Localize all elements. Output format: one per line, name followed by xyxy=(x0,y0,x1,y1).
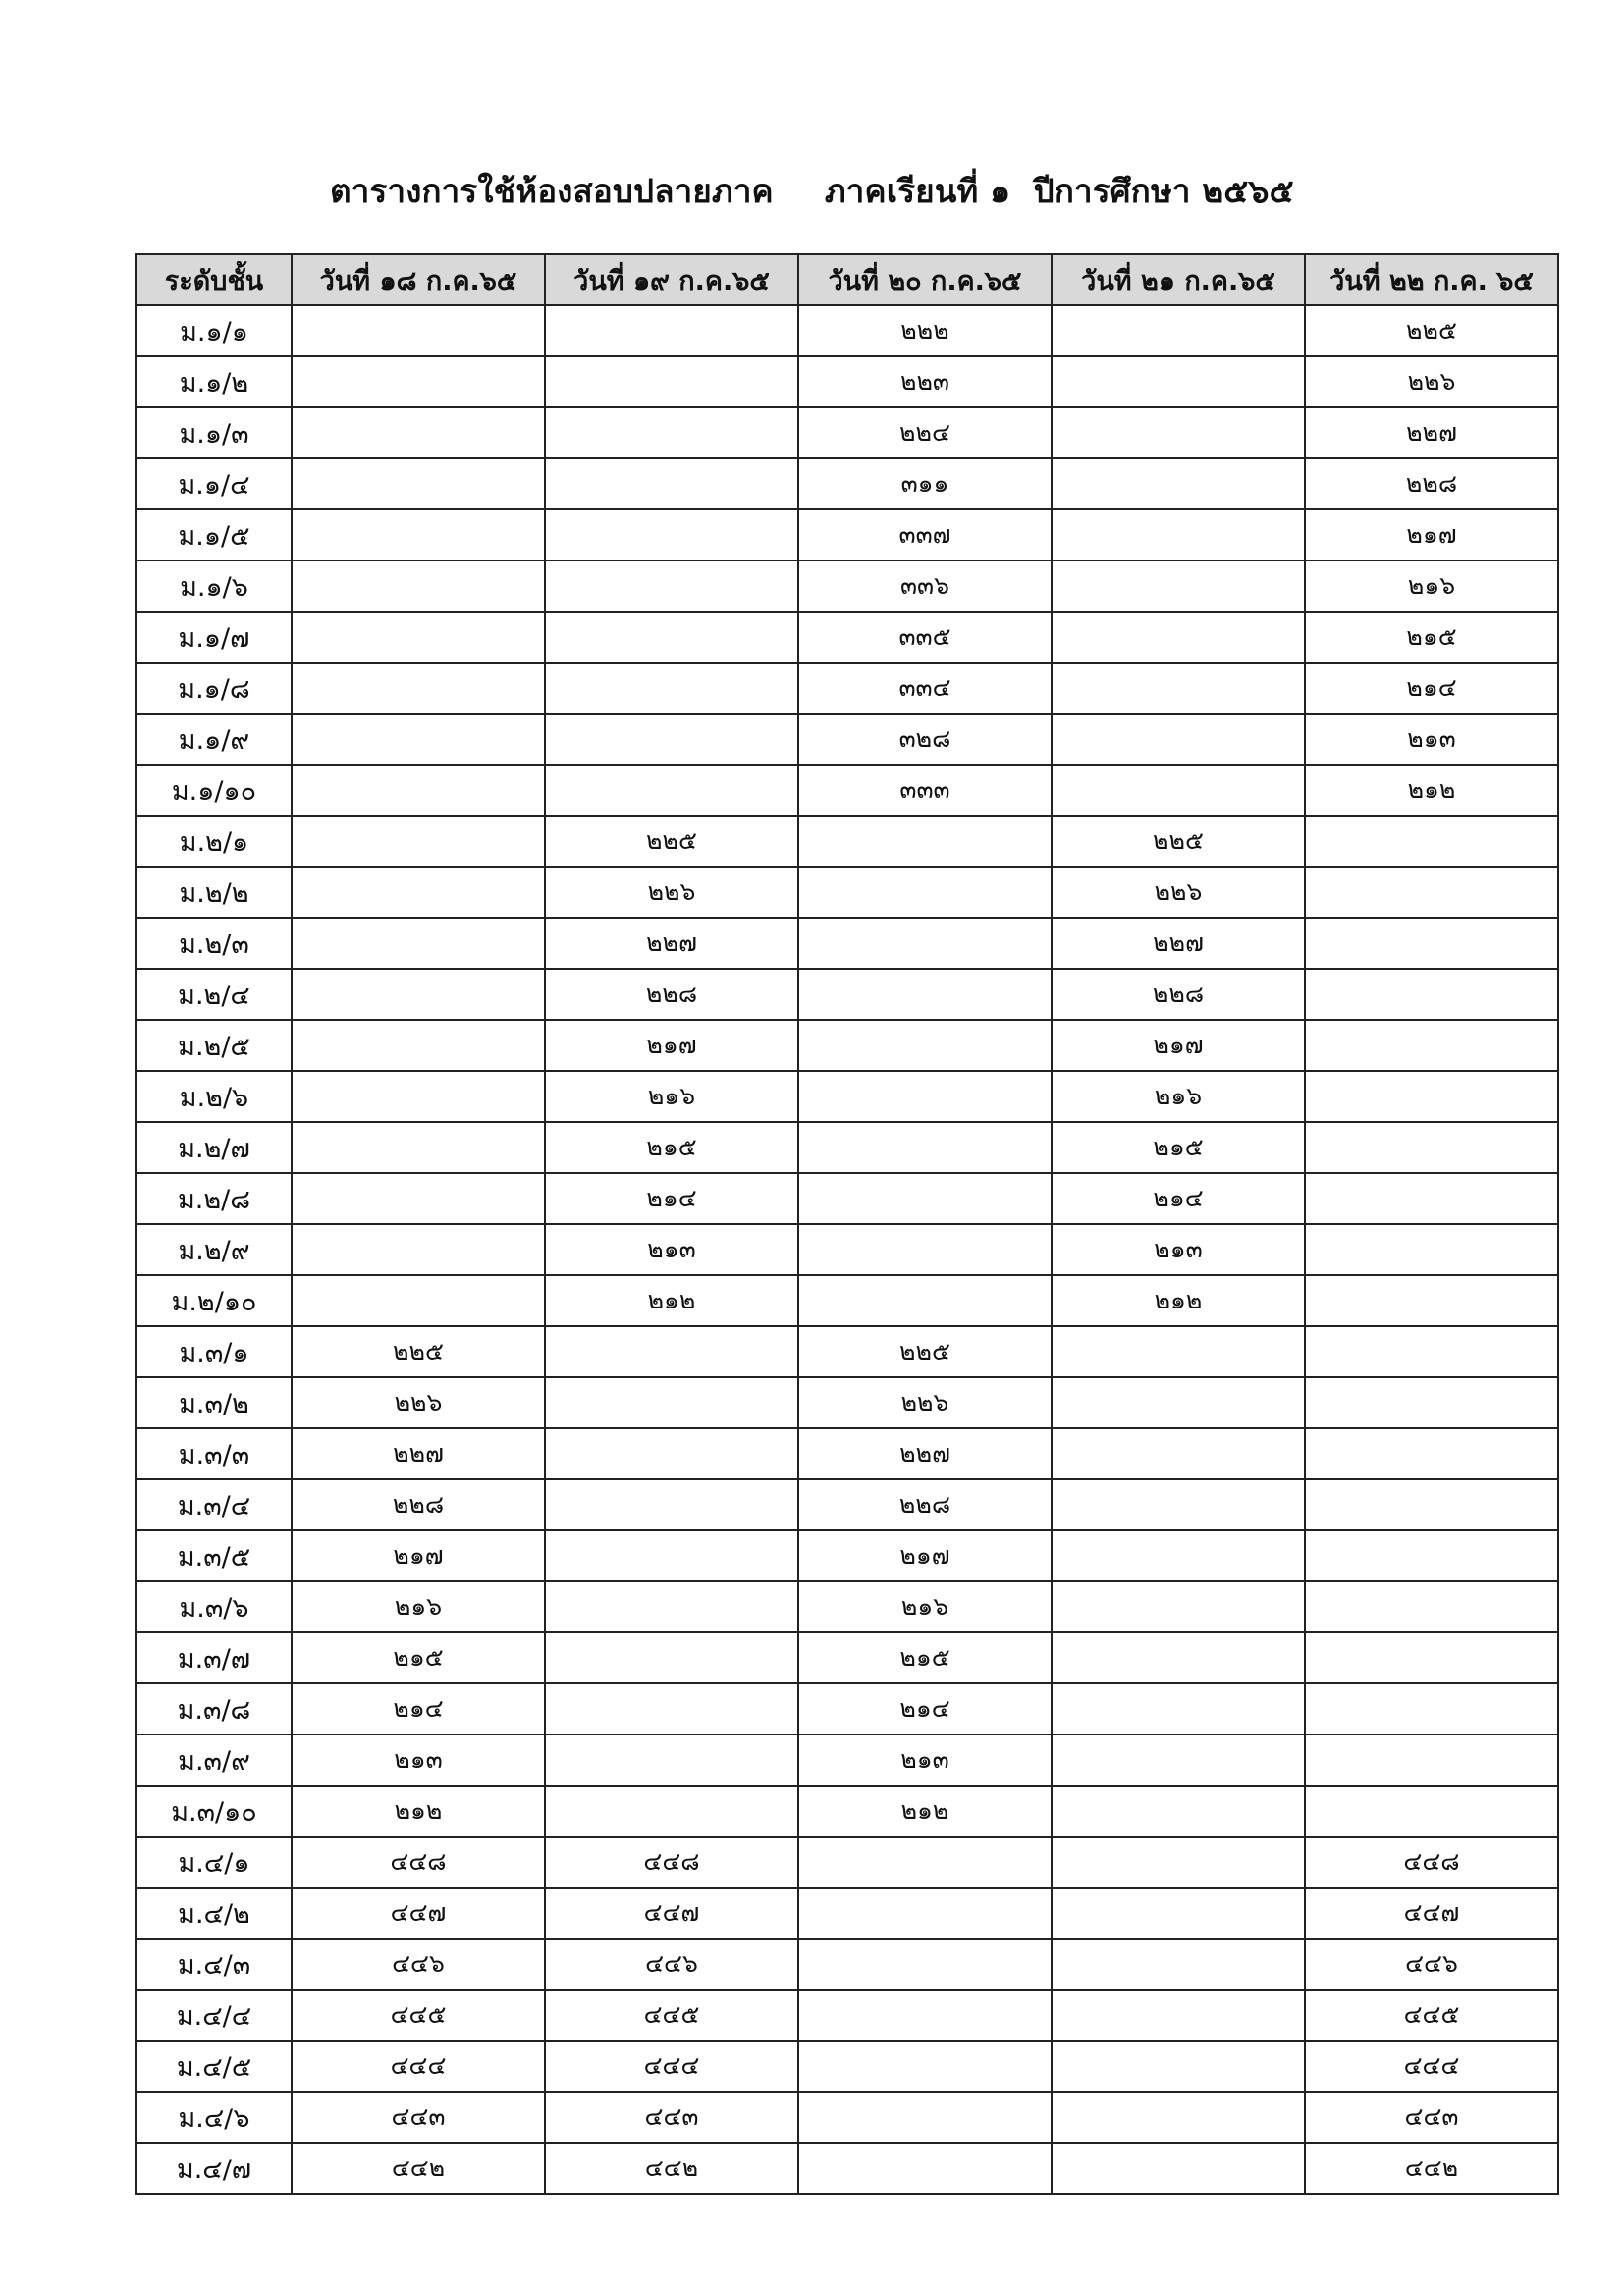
room-20-jul-cell: ๓๓๗ xyxy=(798,509,1052,561)
table-row xyxy=(136,918,1558,969)
room-19-jul-cell xyxy=(545,305,798,356)
header-date-19-jul: วันที่ ๑๙ ก.ค.๖๕ xyxy=(545,254,798,305)
class-level-cell: ม.๑/๑๐ xyxy=(136,765,292,816)
room-18-jul-cell: ๔๔๕ xyxy=(292,1990,545,2041)
room-21-jul-cell: ๒๑๖ xyxy=(1052,1071,1305,1122)
room-21-jul-cell: ๒๒๕ xyxy=(1052,816,1305,867)
room-22-jul-cell xyxy=(1305,1428,1558,1479)
room-19-jul-cell xyxy=(545,1377,798,1428)
table-row xyxy=(136,356,1558,407)
room-20-jul-cell xyxy=(798,969,1052,1020)
room-21-jul-cell xyxy=(1052,663,1305,714)
room-22-jul-cell: ๒๒๕ xyxy=(1305,305,1558,356)
room-22-jul-cell xyxy=(1305,969,1558,1020)
room-21-jul-cell xyxy=(1052,1479,1305,1530)
room-22-jul-cell xyxy=(1305,1173,1558,1224)
room-18-jul-cell: ๔๔๖ xyxy=(292,1939,545,1990)
class-level-cell: ม.๑/๙ xyxy=(136,714,292,765)
room-18-jul-cell xyxy=(292,1173,545,1224)
room-19-jul-cell xyxy=(545,663,798,714)
class-level-cell: ม.๓/๑ xyxy=(136,1326,292,1377)
title-main: ตารางการใช้ห้องสอบปลายภาค xyxy=(330,172,774,210)
table-row xyxy=(136,1071,1558,1122)
room-22-jul-cell: ๔๔๔ xyxy=(1305,2041,1558,2092)
room-19-jul-cell: ๒๑๕ xyxy=(545,1122,798,1173)
class-level-cell: ม.๔/๖ xyxy=(136,2092,292,2143)
room-19-jul-cell xyxy=(545,509,798,561)
room-19-jul-cell: ๒๑๖ xyxy=(545,1071,798,1122)
room-18-jul-cell xyxy=(292,765,545,816)
room-22-jul-cell xyxy=(1305,918,1558,969)
room-20-jul-cell xyxy=(798,1888,1052,1939)
room-19-jul-cell xyxy=(545,612,798,663)
room-18-jul-cell: ๔๔๗ xyxy=(292,1888,545,1939)
table-row xyxy=(136,407,1558,458)
room-18-jul-cell xyxy=(292,356,545,407)
room-22-jul-cell: ๔๔๓ xyxy=(1305,2092,1558,2143)
table-row xyxy=(136,2092,1558,2143)
class-level-cell: ม.๓/๙ xyxy=(136,1735,292,1786)
room-22-jul-cell xyxy=(1305,1377,1558,1428)
room-18-jul-cell xyxy=(292,867,545,918)
room-21-jul-cell xyxy=(1052,1377,1305,1428)
room-18-jul-cell xyxy=(292,561,545,612)
room-22-jul-cell xyxy=(1305,1632,1558,1683)
room-20-jul-cell: ๓๑๑ xyxy=(798,458,1052,509)
room-19-jul-cell: ๔๔๘ xyxy=(545,1837,798,1888)
room-19-jul-cell xyxy=(545,1428,798,1479)
room-18-jul-cell xyxy=(292,969,545,1020)
exam-room-schedule-table xyxy=(135,253,1559,2195)
table-row xyxy=(136,1683,1558,1735)
class-level-cell: ม.๑/๗ xyxy=(136,612,292,663)
room-18-jul-cell xyxy=(292,1071,545,1122)
room-22-jul-cell xyxy=(1305,1479,1558,1530)
room-19-jul-cell: ๔๔๗ xyxy=(545,1888,798,1939)
class-level-cell: ม.๒/๑ xyxy=(136,816,292,867)
room-18-jul-cell: ๒๒๗ xyxy=(292,1428,545,1479)
room-19-jul-cell xyxy=(545,1530,798,1581)
table-row xyxy=(136,867,1558,918)
header-date-18-jul: วันที่ ๑๘ ก.ค.๖๕ xyxy=(292,254,545,305)
room-18-jul-cell xyxy=(292,612,545,663)
class-level-cell: ม.๓/๓ xyxy=(136,1428,292,1479)
room-18-jul-cell xyxy=(292,407,545,458)
table-row xyxy=(136,1888,1558,1939)
table-row xyxy=(136,969,1558,1020)
room-18-jul-cell: ๔๔๘ xyxy=(292,1837,545,1888)
room-22-jul-cell xyxy=(1305,816,1558,867)
room-18-jul-cell: ๒๑๒ xyxy=(292,1786,545,1837)
room-20-jul-cell xyxy=(798,867,1052,918)
room-20-jul-cell: ๓๓๖ xyxy=(798,561,1052,612)
room-19-jul-cell xyxy=(545,458,798,509)
room-20-jul-cell xyxy=(798,2143,1052,2194)
room-19-jul-cell xyxy=(545,1479,798,1530)
class-level-cell: ม.๒/๘ xyxy=(136,1173,292,1224)
room-18-jul-cell xyxy=(292,509,545,561)
room-22-jul-cell: ๒๒๖ xyxy=(1305,356,1558,407)
room-20-jul-cell xyxy=(798,1224,1052,1275)
room-22-jul-cell: ๒๑๔ xyxy=(1305,663,1558,714)
room-21-jul-cell xyxy=(1052,305,1305,356)
room-19-jul-cell xyxy=(545,765,798,816)
room-18-jul-cell: ๒๑๔ xyxy=(292,1683,545,1735)
class-level-cell: ม.๔/๔ xyxy=(136,1990,292,2041)
room-20-jul-cell xyxy=(798,1071,1052,1122)
room-20-jul-cell: ๓๓๓ xyxy=(798,765,1052,816)
room-22-jul-cell: ๔๔๕ xyxy=(1305,1990,1558,2041)
room-21-jul-cell xyxy=(1052,2143,1305,2194)
room-20-jul-cell: ๓๒๘ xyxy=(798,714,1052,765)
room-21-jul-cell xyxy=(1052,1326,1305,1377)
room-21-jul-cell: ๒๒๗ xyxy=(1052,918,1305,969)
class-level-cell: ม.๑/๒ xyxy=(136,356,292,407)
table-row xyxy=(136,1581,1558,1632)
class-level-cell: ม.๓/๑๐ xyxy=(136,1786,292,1837)
table-row xyxy=(136,612,1558,663)
room-21-jul-cell xyxy=(1052,1837,1305,1888)
room-21-jul-cell: ๒๒๖ xyxy=(1052,867,1305,918)
room-18-jul-cell: ๒๒๖ xyxy=(292,1377,545,1428)
room-20-jul-cell: ๒๒๔ xyxy=(798,407,1052,458)
room-21-jul-cell: ๒๒๘ xyxy=(1052,969,1305,1020)
room-22-jul-cell xyxy=(1305,1122,1558,1173)
table-row xyxy=(136,1786,1558,1837)
table-row xyxy=(136,816,1558,867)
room-20-jul-cell: ๒๒๘ xyxy=(798,1479,1052,1530)
room-22-jul-cell xyxy=(1305,1735,1558,1786)
room-22-jul-cell xyxy=(1305,1326,1558,1377)
room-21-jul-cell xyxy=(1052,1990,1305,2041)
class-level-cell: ม.๒/๔ xyxy=(136,969,292,1020)
class-level-cell: ม.๒/๑๐ xyxy=(136,1275,292,1326)
class-level-cell: ม.๓/๖ xyxy=(136,1581,292,1632)
room-19-jul-cell xyxy=(545,1632,798,1683)
room-21-jul-cell xyxy=(1052,1888,1305,1939)
room-22-jul-cell: ๒๑๗ xyxy=(1305,509,1558,561)
header-date-22-jul: วันที่ ๒๒ ก.ค. ๖๕ xyxy=(1305,254,1558,305)
room-19-jul-cell: ๒๑๗ xyxy=(545,1020,798,1071)
table-row xyxy=(136,714,1558,765)
header-date-20-jul: วันที่ ๒๐ ก.ค.๖๕ xyxy=(798,254,1052,305)
room-19-jul-cell: ๒๒๗ xyxy=(545,918,798,969)
room-20-jul-cell: ๒๒๓ xyxy=(798,356,1052,407)
room-19-jul-cell xyxy=(545,1786,798,1837)
room-20-jul-cell xyxy=(798,816,1052,867)
room-19-jul-cell: ๒๑๔ xyxy=(545,1173,798,1224)
room-21-jul-cell xyxy=(1052,714,1305,765)
table-row xyxy=(136,509,1558,561)
room-20-jul-cell xyxy=(798,1275,1052,1326)
room-22-jul-cell: ๔๔๘ xyxy=(1305,1837,1558,1888)
class-level-cell: ม.๓/๘ xyxy=(136,1683,292,1735)
room-18-jul-cell: ๒๑๓ xyxy=(292,1735,545,1786)
room-20-jul-cell: ๒๑๖ xyxy=(798,1581,1052,1632)
room-21-jul-cell xyxy=(1052,458,1305,509)
room-21-jul-cell xyxy=(1052,1428,1305,1479)
room-22-jul-cell xyxy=(1305,1683,1558,1735)
room-20-jul-cell xyxy=(798,1122,1052,1173)
room-21-jul-cell xyxy=(1052,1939,1305,1990)
class-level-cell: ม.๓/๔ xyxy=(136,1479,292,1530)
class-level-cell: ม.๔/๕ xyxy=(136,2041,292,2092)
room-19-jul-cell xyxy=(545,714,798,765)
room-19-jul-cell xyxy=(545,1581,798,1632)
class-level-cell: ม.๑/๔ xyxy=(136,458,292,509)
room-21-jul-cell xyxy=(1052,2041,1305,2092)
room-20-jul-cell: ๒๒๒ xyxy=(798,305,1052,356)
class-level-cell: ม.๓/๗ xyxy=(136,1632,292,1683)
room-22-jul-cell xyxy=(1305,1071,1558,1122)
room-18-jul-cell xyxy=(292,918,545,969)
table-row xyxy=(136,1326,1558,1377)
room-19-jul-cell: ๒๑๒ xyxy=(545,1275,798,1326)
class-level-cell: ม.๓/๒ xyxy=(136,1377,292,1428)
room-21-jul-cell: ๒๑๓ xyxy=(1052,1224,1305,1275)
room-18-jul-cell: ๔๔๓ xyxy=(292,2092,545,2143)
room-19-jul-cell xyxy=(545,1683,798,1735)
room-21-jul-cell xyxy=(1052,407,1305,458)
room-22-jul-cell xyxy=(1305,1275,1558,1326)
room-21-jul-cell xyxy=(1052,1735,1305,1786)
room-18-jul-cell: ๔๔๒ xyxy=(292,2143,545,2194)
class-level-cell: ม.๒/๙ xyxy=(136,1224,292,1275)
table-row xyxy=(136,1224,1558,1275)
header-date-21-jul: วันที่ ๒๑ ก.ค.๖๕ xyxy=(1052,254,1305,305)
room-22-jul-cell: ๒๒๗ xyxy=(1305,407,1558,458)
page-title xyxy=(0,165,1624,217)
room-20-jul-cell xyxy=(798,1990,1052,2041)
room-21-jul-cell xyxy=(1052,765,1305,816)
room-18-jul-cell: ๔๔๔ xyxy=(292,2041,545,2092)
room-20-jul-cell: ๒๑๗ xyxy=(798,1530,1052,1581)
room-21-jul-cell: ๒๑๗ xyxy=(1052,1020,1305,1071)
room-20-jul-cell xyxy=(798,2092,1052,2143)
class-level-cell: ม.๓/๕ xyxy=(136,1530,292,1581)
room-22-jul-cell: ๔๔๗ xyxy=(1305,1888,1558,1939)
table-row xyxy=(136,1530,1558,1581)
table-row xyxy=(136,458,1558,509)
class-level-cell: ม.๔/๒ xyxy=(136,1888,292,1939)
class-level-cell: ม.๒/๓ xyxy=(136,918,292,969)
room-22-jul-cell: ๒๑๖ xyxy=(1305,561,1558,612)
room-22-jul-cell xyxy=(1305,1224,1558,1275)
room-19-jul-cell xyxy=(545,561,798,612)
class-level-cell: ม.๒/๒ xyxy=(136,867,292,918)
table-row xyxy=(136,1377,1558,1428)
room-21-jul-cell xyxy=(1052,1786,1305,1837)
room-21-jul-cell xyxy=(1052,1683,1305,1735)
class-level-cell: ม.๔/๗ xyxy=(136,2143,292,2194)
room-19-jul-cell: ๒๒๕ xyxy=(545,816,798,867)
room-20-jul-cell xyxy=(798,1939,1052,1990)
header-class-level: ระดับชั้น xyxy=(136,254,292,305)
room-18-jul-cell: ๒๑๗ xyxy=(292,1530,545,1581)
room-22-jul-cell: ๒๑๓ xyxy=(1305,714,1558,765)
room-18-jul-cell xyxy=(292,1020,545,1071)
room-19-jul-cell: ๔๔๕ xyxy=(545,1990,798,2041)
table-row xyxy=(136,765,1558,816)
room-21-jul-cell xyxy=(1052,1581,1305,1632)
room-20-jul-cell xyxy=(798,2041,1052,2092)
table-row xyxy=(136,1275,1558,1326)
room-19-jul-cell: ๔๔๖ xyxy=(545,1939,798,1990)
table-row xyxy=(136,2041,1558,2092)
room-19-jul-cell xyxy=(545,1735,798,1786)
room-22-jul-cell xyxy=(1305,1786,1558,1837)
room-18-jul-cell xyxy=(292,663,545,714)
room-18-jul-cell xyxy=(292,458,545,509)
room-20-jul-cell: ๒๒๕ xyxy=(798,1326,1052,1377)
table-body xyxy=(136,305,1558,2194)
class-level-cell: ม.๑/๘ xyxy=(136,663,292,714)
room-22-jul-cell xyxy=(1305,1581,1558,1632)
class-level-cell: ม.๒/๕ xyxy=(136,1020,292,1071)
room-21-jul-cell: ๒๑๕ xyxy=(1052,1122,1305,1173)
room-20-jul-cell: ๒๑๒ xyxy=(798,1786,1052,1837)
room-20-jul-cell: ๓๓๔ xyxy=(798,663,1052,714)
room-18-jul-cell xyxy=(292,1122,545,1173)
room-20-jul-cell xyxy=(798,1020,1052,1071)
table-row xyxy=(136,1479,1558,1530)
class-level-cell: ม.๒/๗ xyxy=(136,1122,292,1173)
table-row xyxy=(136,1837,1558,1888)
room-21-jul-cell xyxy=(1052,2092,1305,2143)
table-row xyxy=(136,1990,1558,2041)
room-20-jul-cell: ๒๑๓ xyxy=(798,1735,1052,1786)
room-18-jul-cell: ๒๒๕ xyxy=(292,1326,545,1377)
room-18-jul-cell: ๒๑๕ xyxy=(292,1632,545,1683)
room-21-jul-cell xyxy=(1052,356,1305,407)
room-20-jul-cell xyxy=(798,918,1052,969)
room-19-jul-cell xyxy=(545,356,798,407)
room-20-jul-cell: ๒๒๗ xyxy=(798,1428,1052,1479)
title-term: ภาคเรียนที่ ๑ ปีการศึกษา ๒๕๖๕ xyxy=(824,172,1294,210)
room-22-jul-cell xyxy=(1305,867,1558,918)
room-18-jul-cell xyxy=(292,816,545,867)
room-20-jul-cell: ๒๒๖ xyxy=(798,1377,1052,1428)
room-22-jul-cell xyxy=(1305,1530,1558,1581)
room-20-jul-cell: ๒๑๔ xyxy=(798,1683,1052,1735)
room-18-jul-cell xyxy=(292,1224,545,1275)
room-18-jul-cell: ๒๑๖ xyxy=(292,1581,545,1632)
room-21-jul-cell xyxy=(1052,1632,1305,1683)
class-level-cell: ม.๑/๓ xyxy=(136,407,292,458)
room-20-jul-cell xyxy=(798,1173,1052,1224)
room-21-jul-cell xyxy=(1052,1530,1305,1581)
room-19-jul-cell xyxy=(545,407,798,458)
table-row xyxy=(136,1735,1558,1786)
room-21-jul-cell: ๒๑๔ xyxy=(1052,1173,1305,1224)
table-row xyxy=(136,1173,1558,1224)
room-19-jul-cell: ๒๑๓ xyxy=(545,1224,798,1275)
room-19-jul-cell: ๔๔๓ xyxy=(545,2092,798,2143)
table-header-row xyxy=(136,254,1558,305)
room-22-jul-cell xyxy=(1305,1020,1558,1071)
table-row xyxy=(136,663,1558,714)
class-level-cell: ม.๒/๖ xyxy=(136,1071,292,1122)
class-level-cell: ม.๑/๖ xyxy=(136,561,292,612)
room-19-jul-cell xyxy=(545,1326,798,1377)
room-18-jul-cell xyxy=(292,305,545,356)
room-21-jul-cell: ๒๑๒ xyxy=(1052,1275,1305,1326)
room-19-jul-cell: ๔๔๔ xyxy=(545,2041,798,2092)
class-level-cell: ม.๔/๓ xyxy=(136,1939,292,1990)
room-21-jul-cell xyxy=(1052,561,1305,612)
room-22-jul-cell: ๔๔๒ xyxy=(1305,2143,1558,2194)
room-19-jul-cell: ๒๒๘ xyxy=(545,969,798,1020)
table-row xyxy=(136,1632,1558,1683)
room-22-jul-cell: ๔๔๖ xyxy=(1305,1939,1558,1990)
room-21-jul-cell xyxy=(1052,509,1305,561)
room-22-jul-cell: ๒๑๕ xyxy=(1305,612,1558,663)
room-18-jul-cell xyxy=(292,1275,545,1326)
room-22-jul-cell: ๒๒๘ xyxy=(1305,458,1558,509)
room-20-jul-cell xyxy=(798,1837,1052,1888)
table-row xyxy=(136,1020,1558,1071)
room-22-jul-cell: ๒๑๒ xyxy=(1305,765,1558,816)
class-level-cell: ม.๑/๕ xyxy=(136,509,292,561)
room-20-jul-cell: ๒๑๕ xyxy=(798,1632,1052,1683)
table-row xyxy=(136,561,1558,612)
table-row xyxy=(136,305,1558,356)
table-row xyxy=(136,1428,1558,1479)
room-19-jul-cell: ๔๔๒ xyxy=(545,2143,798,2194)
table-row xyxy=(136,1939,1558,1990)
room-18-jul-cell xyxy=(292,714,545,765)
room-21-jul-cell xyxy=(1052,612,1305,663)
table-row xyxy=(136,2143,1558,2194)
class-level-cell: ม.๑/๑ xyxy=(136,305,292,356)
class-level-cell: ม.๔/๑ xyxy=(136,1837,292,1888)
room-20-jul-cell: ๓๓๕ xyxy=(798,612,1052,663)
table-row xyxy=(136,1122,1558,1173)
room-18-jul-cell: ๒๒๘ xyxy=(292,1479,545,1530)
room-19-jul-cell: ๒๒๖ xyxy=(545,867,798,918)
